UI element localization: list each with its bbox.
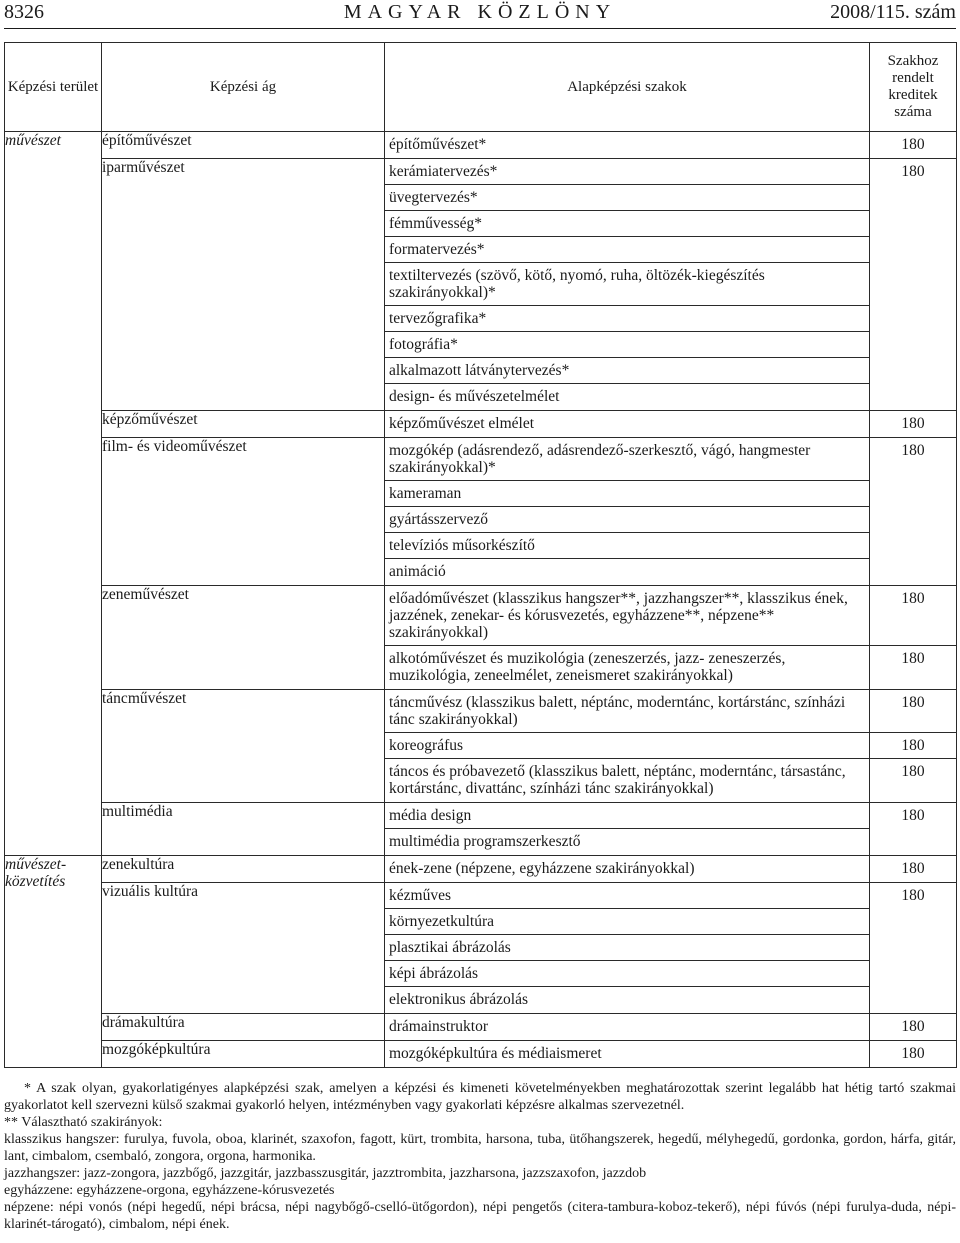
footnote-jazz-instruments: jazzhangszer: jazz-zongora, jazzbőgő, jazzgitár, jazzbasszusgitár, jazztrombita, jazzharsona, jazzszaxofon, jazzdob — [4, 1166, 647, 1181]
branch-cell: zenekultúra — [102, 856, 385, 883]
issue-number: 2008/115. szám — [830, 1, 956, 23]
table-row — [5, 438, 957, 586]
col-header-programs: Alapképzési szakok — [385, 43, 870, 132]
program-item: mozgókép (adásrendező, adásrendező-szerkesztő, vágó, hangmester szakirányokkal)* — [385, 438, 869, 481]
branch-cell: multimédia — [102, 803, 385, 856]
program-item: kerámiatervezés* — [385, 159, 869, 185]
footnotes — [4, 1080, 956, 1233]
programs-cell — [385, 856, 870, 883]
branch-cell: építőművészet — [102, 132, 385, 159]
branch-cell: táncművészet — [102, 690, 385, 803]
program-item: alkotóművészet és muzikológia (zeneszerzés, jazz- zeneszerzés, muzikológia, zeneelmélet, zeneismeret szakirányokkal) — [389, 650, 786, 684]
programs-cell — [385, 132, 870, 159]
program-item: képzőművészet elmélet — [389, 415, 535, 432]
table-row — [5, 132, 957, 159]
table-row — [5, 1041, 957, 1068]
credit-value: 180 — [901, 887, 925, 904]
footnote-church-music: egyházzene: egyházzene-orgona, egyházzene-kórusvezetés — [4, 1183, 335, 1198]
credits-cell — [870, 438, 957, 586]
programs-cell — [385, 438, 870, 586]
branch-cell: drámakultúra — [102, 1014, 385, 1041]
credits-cell — [870, 803, 957, 856]
program-item: formatervezés* — [385, 237, 869, 263]
programs-table — [4, 42, 957, 1068]
program-item: táncos és próbavezető (klasszikus balett, néptánc, moderntánc, társastánc, kortárstánc, divattánc, színházi tánc szakirányokkal) — [389, 763, 846, 797]
col-header-branch: Képzési ág — [102, 43, 385, 132]
branch-cell: képzőművészet — [102, 411, 385, 438]
credits-cell — [870, 1041, 957, 1068]
program-item: építőművészet* — [389, 136, 487, 153]
branch-cell: vizuális kultúra — [102, 883, 385, 1014]
program-item: környezetkultúra — [385, 909, 869, 935]
credit-value: 180 — [901, 1018, 925, 1035]
table-row — [5, 586, 957, 690]
credits-cell — [870, 132, 957, 159]
footnote-practice: * A szak olyan, gyakorlatigényes alapképzési szak, amelyen a képzési és kimeneti követelményekben meghatározottak szerint legalább hat hétig tartó szakmai gyakorlatot kell szervezni külső szakmai gyakorló helyen, intézményben vagy gyakorlati képzésre alkalmas szervezetnél. — [4, 1081, 956, 1113]
program-item: alkalmazott látványtervezés* — [385, 358, 869, 384]
program-item: üvegtervezés* — [385, 185, 869, 211]
program-item: ének-zene (népzene, egyházzene szakirányokkal) — [389, 860, 695, 877]
table-row — [5, 803, 957, 856]
program-item: képi ábrázolás — [385, 961, 869, 987]
credit-value: 180 — [870, 690, 956, 733]
program-item: drámainstruktor — [389, 1018, 489, 1035]
program-item: mozgóképkultúra és médiaismeret — [389, 1045, 602, 1062]
credit-value: 180 — [870, 586, 956, 646]
program-item: táncművész (klasszikus balett, néptánc, moderntánc, kortárstánc, színházi tánc szakirányokkal) — [385, 690, 869, 733]
credit-value: 180 — [901, 136, 925, 153]
credits-cell — [870, 1014, 957, 1041]
program-item: előadóművészet (klasszikus hangszer**, jazzhangszer**, klasszikus ének, jazzének, zenekar- és kórusvezetés, egyházzene**, népzene** szakirányokkal) — [385, 586, 869, 646]
credits-cell — [870, 411, 957, 438]
program-item: kézműves — [385, 883, 869, 909]
footnote-classical-instruments: klasszikus hangszer: furulya, fuvola, oboa, klarinét, szaxofon, fagott, kürt, trombita, harsona, tuba, ütőhangszerek, hegedű, mélyhegedű, gordonka, gordon, hárfa, gitár, lant, cimbalom, csembaló, zongora, orgona, harmonika. — [4, 1132, 956, 1164]
program-item: fotográfia* — [385, 332, 869, 358]
program-item: tervezőgrafika* — [385, 306, 869, 332]
program-item: televíziós műsorkészítő — [385, 533, 869, 559]
credit-value: 180 — [901, 650, 925, 667]
branch-cell: mozgóképkultúra — [102, 1041, 385, 1068]
col-header-area: Képzési terület — [5, 43, 102, 132]
credit-value: 180 — [901, 763, 925, 780]
program-item: elektronikus ábrázolás — [389, 991, 529, 1008]
program-item: kameraman — [385, 481, 869, 507]
page-number: 8326 — [4, 1, 44, 23]
table-row — [5, 690, 957, 803]
branch-cell: iparművészet — [102, 159, 385, 411]
branch-cell: film- és videoművészet — [102, 438, 385, 586]
programs-cell — [385, 586, 870, 690]
branch-cell: zeneművészet — [102, 586, 385, 690]
header-rule — [4, 28, 956, 29]
program-item: multimédia programszerkesztő — [389, 833, 581, 850]
programs-cell — [385, 803, 870, 856]
credit-value: 180 — [901, 1045, 925, 1062]
table-row — [5, 411, 957, 438]
program-item: fémművesség* — [385, 211, 869, 237]
program-item: textiltervezés (szövő, kötő, nyomó, ruha, öltözék-kiegészítés szakirányokkal)* — [385, 263, 869, 306]
table-row — [5, 1014, 957, 1041]
program-item: koreográfus — [385, 733, 869, 759]
credits-cell — [870, 883, 957, 1014]
program-item: plasztikai ábrázolás — [385, 935, 869, 961]
journal-title: MAGYAR KÖZLÖNY — [343, 1, 617, 23]
table-row — [5, 883, 957, 1014]
footnote-folk-music: népzene: népi vonós (népi hegedű, népi brácsa, népi nagybőgő-cselló-ütőgordon), népi pengetős (citera-tambura-koboz-tekerő), népi fúvós (népi furulya-duda, népi-klarinét-tárogató), cimbalom, népi ének. — [4, 1200, 956, 1232]
credits-cell — [870, 856, 957, 883]
program-item: média design — [385, 803, 869, 829]
page-header — [4, 0, 956, 24]
table-row — [5, 159, 957, 411]
program-item: animáció — [389, 563, 446, 580]
program-item: gyártásszervező — [385, 507, 869, 533]
footnote-specializations-title: ** Választható szakirányok: — [4, 1115, 163, 1130]
credit-value: 180 — [901, 163, 925, 180]
credits-cell — [870, 159, 957, 411]
table-header-row — [5, 43, 957, 132]
credit-value: 180 — [901, 415, 925, 432]
program-item: design- és művészetelmélet — [389, 388, 560, 405]
col-header-credits: Szakhoz rendelt kreditek száma — [870, 43, 957, 132]
credits-cell — [870, 690, 957, 803]
programs-cell — [385, 690, 870, 803]
credit-value: 180 — [901, 807, 925, 824]
area-cell: művészet-közvetítés — [5, 856, 102, 1068]
area-cell: művészet — [5, 132, 102, 856]
credit-value: 180 — [901, 442, 925, 459]
programs-cell — [385, 411, 870, 438]
credit-value: 180 — [870, 733, 956, 759]
programs-cell — [385, 159, 870, 411]
programs-cell — [385, 1014, 870, 1041]
programs-cell — [385, 883, 870, 1014]
table-row — [5, 856, 957, 883]
credit-value: 180 — [901, 860, 925, 877]
programs-cell — [385, 1041, 870, 1068]
credits-cell — [870, 586, 957, 690]
